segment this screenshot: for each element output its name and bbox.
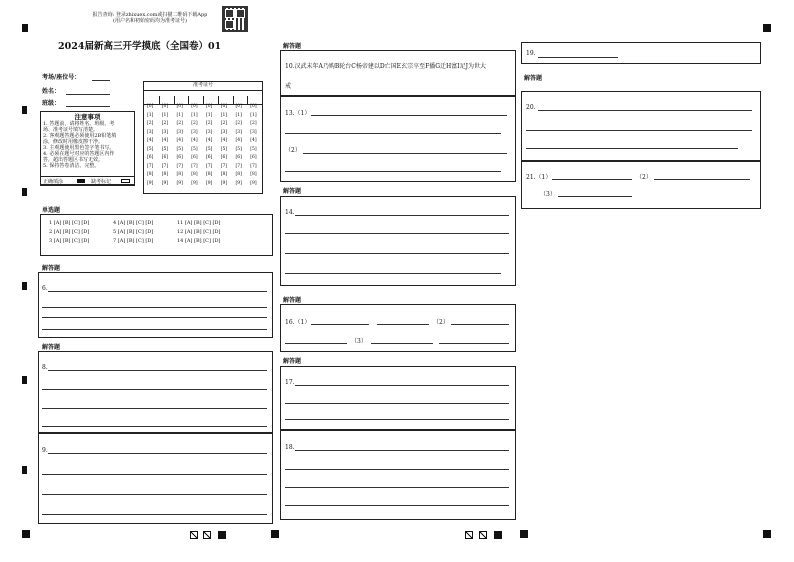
room-seat-field[interactable]	[92, 80, 110, 81]
id-digit-bubble[interactable]: [5]	[206, 146, 213, 152]
id-column-box[interactable]	[247, 96, 248, 104]
id-digit-bubble[interactable]: [5]	[191, 146, 198, 152]
id-digit-bubble[interactable]: [3]	[220, 129, 228, 135]
mc-question[interactable]: 5 [A] [B] [C] [D]	[113, 229, 154, 235]
id-digit-bubble[interactable]: [6]	[191, 155, 198, 160]
id-digit-bubble[interactable]: [9]	[206, 180, 213, 186]
answer-box-8[interactable]	[38, 351, 273, 433]
id-digit-bubble[interactable]: [5]	[220, 146, 228, 152]
id-digit-bubble[interactable]: [5]	[176, 146, 183, 152]
answer-box-16[interactable]	[280, 304, 516, 352]
id-digit-bubble[interactable]: [8]	[206, 172, 213, 177]
id-column-box[interactable]	[188, 96, 189, 104]
mc-question[interactable]: 14 [A] [B] [C] [D]	[177, 238, 221, 244]
id-digit-bubble[interactable]: [8]	[191, 172, 198, 177]
fill-missing-box[interactable]	[121, 179, 130, 183]
id-digit-bubble[interactable]: [9]	[147, 180, 154, 186]
id-digit-bubble[interactable]: [8]	[176, 172, 183, 177]
timing-mark	[763, 24, 771, 32]
id-digit-bubble[interactable]: [8]	[147, 172, 154, 177]
answer-box-17[interactable]	[280, 366, 516, 430]
id-digit-bubble[interactable]: [3]	[191, 129, 198, 135]
question-number: 18.	[285, 444, 295, 451]
question-number: 8.	[42, 364, 48, 371]
section-title: 解答题	[283, 358, 302, 365]
fill-sample-box	[40, 176, 135, 186]
id-digit-bubble[interactable]: [3]	[235, 129, 242, 135]
id-column-box[interactable]	[203, 96, 204, 104]
timing-mark	[763, 530, 771, 538]
answer-box-20[interactable]	[521, 91, 761, 161]
id-digit-bubble[interactable]: [4]	[161, 138, 169, 143]
mc-question[interactable]: 12 [A] [B] [C] [D]	[177, 229, 221, 235]
exam-id-grid	[143, 81, 263, 194]
answer-box-19[interactable]	[521, 42, 761, 64]
notice-line: (用户名和初始密码均为准考证号)	[113, 18, 187, 24]
answer-box-18[interactable]	[280, 430, 516, 520]
mc-question[interactable]: 4 [A] [B] [C] [D]	[113, 220, 154, 226]
id-digit-bubble[interactable]: [2]	[235, 121, 242, 126]
id-digit-bubble[interactable]: [0]	[206, 104, 213, 109]
question-number: 9.	[42, 447, 48, 454]
id-digit-bubble[interactable]: [1]	[161, 112, 169, 118]
mc-question[interactable]: 2 [A] [B] [C] [D]	[49, 229, 90, 235]
id-column-box[interactable]	[159, 96, 160, 104]
mc-question[interactable]: 7 [A] [B] [C] [D]	[113, 238, 154, 244]
question-number: 16.（1）	[285, 319, 311, 326]
id-digit-bubble[interactable]: [1]	[176, 112, 183, 118]
timing-mark	[22, 188, 27, 196]
mc-box	[40, 214, 273, 256]
id-digit-bubble[interactable]: [0]	[161, 104, 169, 109]
id-digit-bubble[interactable]: [4]	[176, 138, 183, 143]
section-title: 解答题	[42, 265, 61, 272]
id-digit-bubble[interactable]: [8]	[220, 172, 228, 177]
answer-box-6[interactable]	[38, 272, 273, 338]
id-digit-bubble[interactable]: [5]	[250, 146, 257, 152]
id-digit-bubble[interactable]: [2]	[220, 121, 228, 126]
id-digit-bubble[interactable]: [0]	[147, 104, 154, 109]
id-digit-bubble[interactable]: [6]	[235, 155, 242, 160]
id-digit-bubble[interactable]: [1]	[250, 112, 257, 118]
id-digit-bubble[interactable]: [3]	[206, 129, 213, 135]
name-label: 姓名：	[42, 88, 61, 95]
section-title: 解答题	[42, 344, 61, 351]
question-sub: （3）	[351, 338, 367, 345]
note-item: 1. 答题前，请将姓名、班级、考	[43, 121, 115, 127]
note-item: 5. 保持答卷清洁、完整。	[43, 163, 100, 169]
timing-mark	[22, 24, 28, 32]
id-digit-bubble[interactable]: [9]	[176, 180, 183, 186]
id-digit-bubble[interactable]: [6]	[220, 155, 228, 160]
room-seat-label: 考场/座位号：	[42, 74, 81, 81]
id-digit-bubble[interactable]: [6]	[176, 155, 183, 160]
question-number: 17.	[285, 379, 295, 386]
id-digit-bubble[interactable]: [7]	[250, 163, 257, 169]
answer-box-21[interactable]	[521, 161, 761, 209]
id-digit-bubble[interactable]: [5]	[161, 146, 169, 152]
id-digit-bubble[interactable]: [1]	[147, 112, 154, 118]
id-digit-bubble[interactable]: [9]	[250, 180, 257, 186]
notes-box	[40, 111, 135, 185]
id-digit-bubble[interactable]: [6]	[206, 155, 213, 160]
id-digit-bubble[interactable]: [4]	[147, 138, 154, 143]
question-sub: （2）	[285, 147, 301, 154]
id-digit-bubble[interactable]: [9]	[235, 180, 242, 186]
timing-mark	[520, 530, 528, 538]
note-item: 答，超出答题区书写无效。	[43, 157, 104, 163]
timing-mark	[22, 106, 27, 114]
id-digit-bubble[interactable]: [0]	[250, 104, 257, 109]
answer-box-13[interactable]	[280, 96, 516, 182]
timing-mark	[22, 376, 27, 384]
mc-question[interactable]: 11 [A] [B] [C] [D]	[177, 220, 221, 226]
id-digit-bubble[interactable]: [6]	[161, 155, 169, 160]
notice-line: 报告查询: 登录zhixuex.com或扫描二维码下载App	[92, 12, 208, 18]
id-digit-bubble[interactable]: [4]	[250, 138, 257, 143]
id-digit-bubble[interactable]: [8]	[235, 172, 242, 177]
id-digit-bubble[interactable]: [0]	[235, 104, 242, 109]
note-item: 2. 客观题答题必须使用2B铅笔填	[43, 133, 117, 139]
id-digit-bubble[interactable]: [4]	[220, 138, 228, 143]
question-10-text: 10.汉武末年A乃购B轮台C杨帝建以D亡国E玄宗卒至F播G迁H富I足J为世大	[285, 63, 487, 70]
id-digit-bubble[interactable]: [2]	[206, 121, 213, 126]
exam-title: 2024届新高三开学摸底（全国卷）01	[58, 41, 222, 52]
note-item: 涂，修改时用橡皮擦干净。	[43, 139, 104, 145]
id-digit-bubble[interactable]: [7]	[220, 163, 228, 169]
id-digit-bubble[interactable]: [2]	[176, 121, 183, 126]
page-code-mark	[190, 531, 198, 539]
timing-mark	[22, 282, 27, 290]
question-number: 14.	[285, 209, 295, 216]
id-digit-bubble[interactable]: [8]	[250, 172, 257, 177]
question-number: 6.	[42, 285, 48, 292]
mc-question[interactable]: 3 [A] [B] [C] [D]	[49, 238, 90, 244]
exam-id-title: 准考证号	[144, 82, 262, 91]
answer-box-10[interactable]	[280, 50, 516, 96]
note-item: 场、准考证号填写清楚。	[43, 127, 99, 133]
section-title: 解答题	[524, 75, 543, 82]
id-digit-bubble[interactable]: [0]	[191, 104, 198, 109]
page-code-mark	[465, 531, 473, 539]
id-digit-bubble[interactable]: [4]	[191, 138, 198, 143]
id-digit-bubble[interactable]: [5]	[235, 146, 242, 152]
section-title: 解答题	[283, 188, 302, 195]
id-digit-bubble[interactable]: [3]	[250, 129, 257, 135]
id-digit-bubble[interactable]: [2]	[191, 121, 198, 126]
notes-title: 注意事项	[74, 113, 101, 121]
mc-section-title: 单选题	[42, 207, 61, 214]
question-number: 13.（1）	[285, 110, 311, 117]
id-digit-bubble[interactable]: [7]	[191, 163, 198, 169]
class-label: 班级：	[42, 100, 61, 107]
id-digit-bubble[interactable]: [3]	[176, 129, 183, 135]
report-notice	[80, 12, 220, 24]
id-digit-bubble[interactable]: [0]	[176, 104, 183, 109]
question-number: 20.	[526, 104, 536, 111]
question-sub: （2）	[636, 174, 652, 181]
section-title: 解答题	[283, 43, 302, 50]
page-code-mark	[218, 531, 226, 539]
note-item: 3. 主观题使用黑色签字笔书写。	[43, 145, 115, 151]
section-title: 解答题	[283, 297, 302, 304]
id-column-box[interactable]	[233, 96, 234, 104]
id-digit-bubble[interactable]: [8]	[161, 172, 169, 177]
question-number: 19.	[526, 50, 536, 57]
page-code-mark	[203, 531, 211, 539]
id-column-box[interactable]	[174, 96, 175, 104]
page-code-mark	[479, 531, 487, 539]
id-digit-bubble[interactable]: [9]	[191, 180, 198, 186]
id-digit-bubble[interactable]: [6]	[147, 155, 154, 160]
id-digit-bubble[interactable]: [4]	[206, 138, 213, 143]
name-field[interactable]	[66, 94, 110, 95]
id-digit-bubble[interactable]: [1]	[206, 112, 213, 118]
id-digit-bubble[interactable]: [1]	[220, 112, 228, 118]
id-digit-bubble[interactable]: [6]	[250, 155, 257, 160]
id-digit-bubble[interactable]: [9]	[161, 180, 169, 186]
qr-code	[222, 6, 248, 32]
id-digit-bubble[interactable]: [3]	[147, 129, 154, 135]
note-item: 4. 必须在题号对应的答题区内作	[43, 151, 115, 157]
id-digit-bubble[interactable]: [7]	[147, 163, 154, 169]
id-digit-bubble[interactable]: [7]	[235, 163, 242, 169]
timing-mark	[271, 530, 279, 538]
id-digit-bubble[interactable]: [7]	[206, 163, 213, 169]
timing-mark	[22, 530, 30, 538]
id-digit-bubble[interactable]: [2]	[147, 121, 154, 126]
id-digit-bubble[interactable]: [9]	[220, 180, 228, 186]
id-digit-bubble[interactable]: [7]	[161, 163, 169, 169]
class-field[interactable]	[66, 106, 110, 107]
fill-correct-sample	[77, 179, 85, 183]
id-digit-bubble[interactable]: [2]	[250, 121, 257, 126]
mc-question[interactable]: 1 [A] [B] [C] [D]	[49, 220, 90, 226]
id-digit-bubble[interactable]: [7]	[176, 163, 183, 169]
question-sub: （2）	[433, 319, 449, 326]
id-digit-bubble[interactable]: [0]	[220, 104, 228, 109]
fill-missing-label: 缺考标记	[91, 179, 112, 185]
fill-correct-label: 正确填涂	[43, 179, 64, 185]
id-digit-bubble[interactable]: [4]	[235, 138, 242, 143]
id-column-box[interactable]	[218, 96, 219, 104]
id-digit-bubble[interactable]: [3]	[161, 129, 169, 135]
id-digit-bubble[interactable]: [1]	[191, 112, 198, 118]
question-sub: （3）	[540, 191, 556, 198]
question-10-text-cont: 戒	[285, 83, 292, 90]
page-code-mark	[494, 531, 502, 539]
answer-box-9[interactable]	[38, 433, 273, 524]
answer-box-14[interactable]	[280, 196, 516, 286]
timing-mark	[22, 466, 27, 474]
id-digit-bubble[interactable]: [2]	[161, 121, 169, 126]
id-digit-bubble[interactable]: [1]	[235, 112, 242, 118]
question-number: 21.（1）	[526, 174, 552, 181]
id-digit-bubble[interactable]: [5]	[147, 146, 154, 152]
